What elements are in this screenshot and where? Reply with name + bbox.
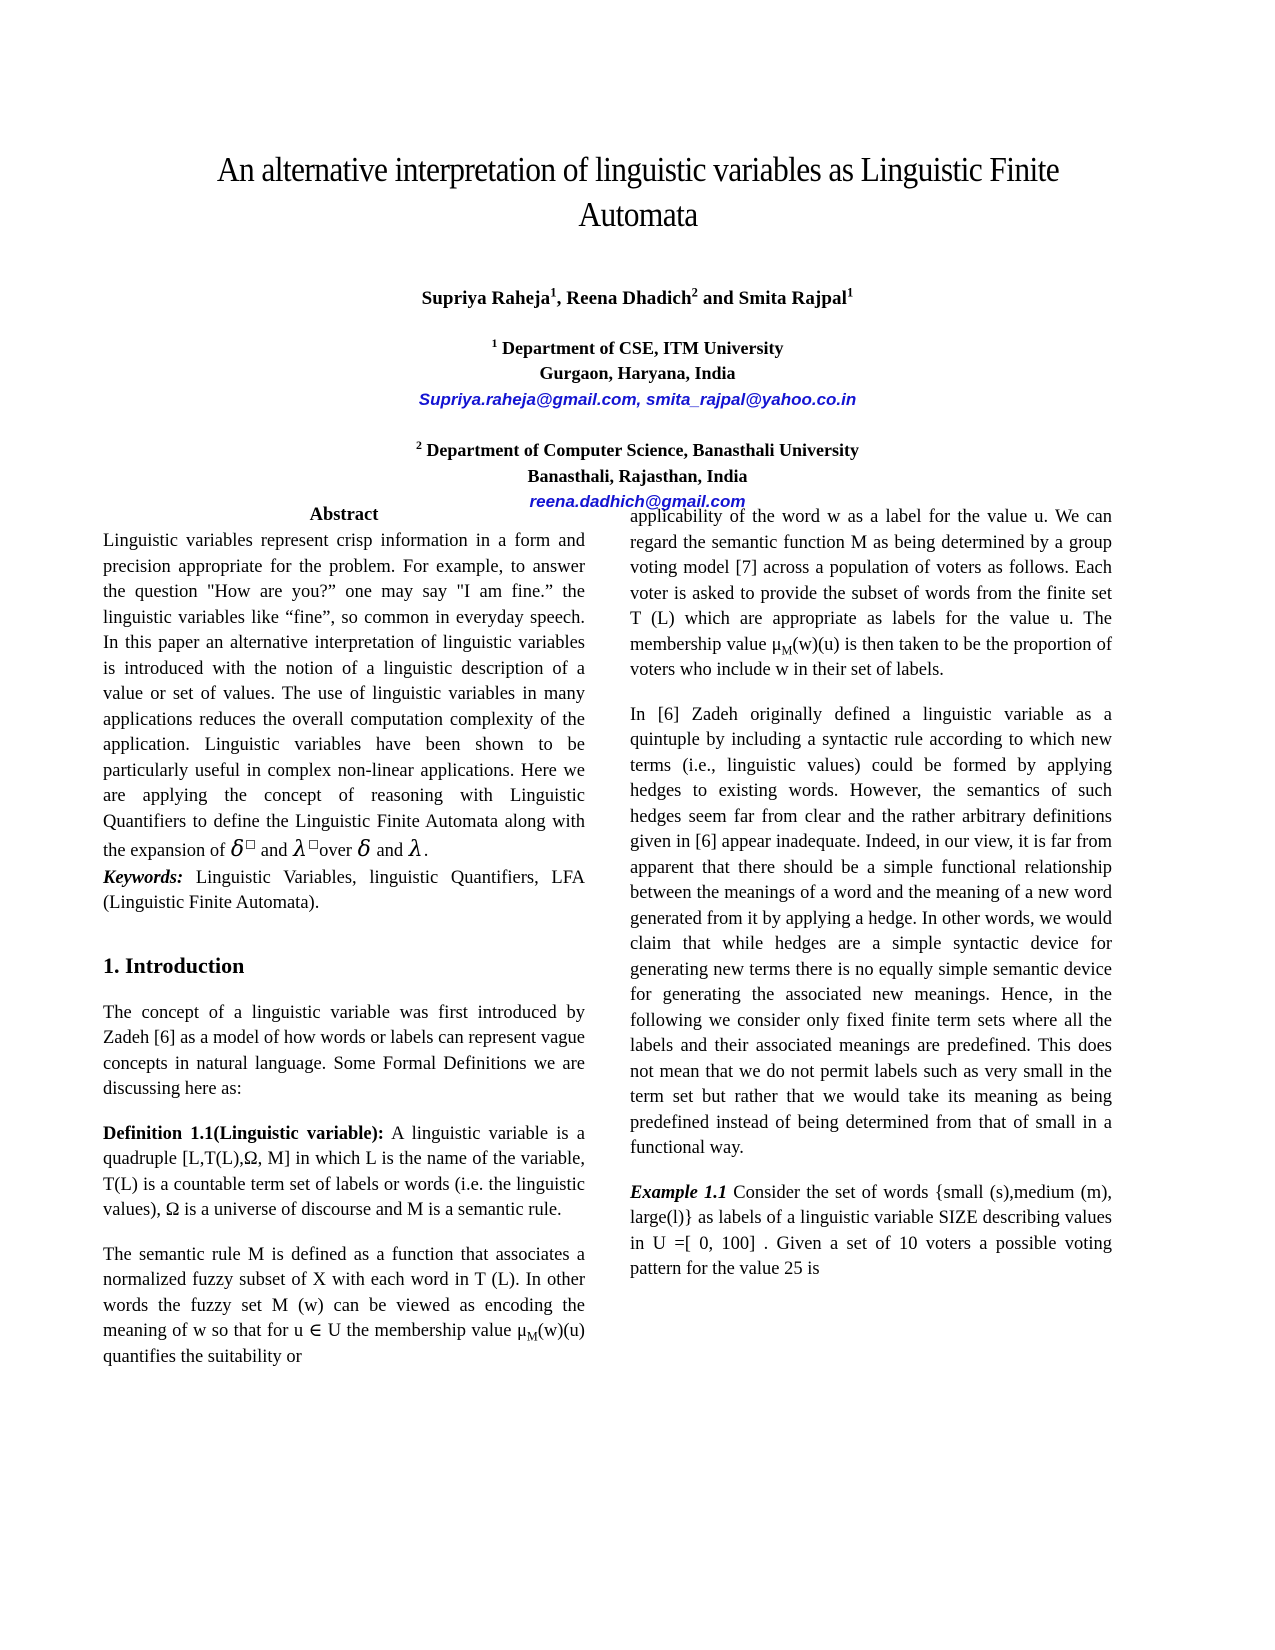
example-label: Example 1.1 <box>630 1182 728 1203</box>
left-column <box>103 505 585 1370</box>
author-name-1: Supriya Raheja <box>421 287 551 309</box>
affiliation-emails-1[interactable]: Supriya.raheja@gmail.com, smita_rajpal@yahoo.co.in <box>418 389 857 409</box>
right-paragraph-2: In [6] Zadeh originally defined a linguistic variable as a quintuple by including a syntactic rule according to which new terms (i.e., linguistic values) could be formed by applying hedges to existing words. However, the semantics of such hedges seem far from clear and the rather arbitrary definitions given in [6] appear inadequate. Indeed, in our view, it is far from apparent that there should be a simple functional relationship between the meanings of a word and the meaning of a new word generated from it by applying a hedge. In other words, we would claim that while hedges are a simple syntactic device for generating new terms there is no equally simple semantic device for generating the associated new meanings. Hence, in the following we consider only fixed finite term sets where all the labels and their associated meanings are predefined. This does not mean that we do not permit labels such as very small in the term set but rather that we would take its meaning as being predefined instead of being determined from that of small in a functional way. <box>630 704 1112 1159</box>
symbol-mu-subscript-right: M <box>781 643 793 658</box>
abstract-text-main: Linguistic variables represent crisp information in a form and precision appropriate for the problem. For example, to answer the question "How are you?” one may say "I am fine.” the linguistic variables like “fine”, so common in everyday speech. In this paper an alternative interpretation of linguistic variables is introduced with the notion of a linguistic description of a value or set of values. The use of linguistic variables in many applications reduces the overall computation complexity of the application. Linguistic variables have been shown to be particularly useful in complex non-linear applications. Here we are applying the concept of reasoning with Linguistic Quantifiers to define the Linguistic Finite Automata along with the expansion of <box>103 531 585 862</box>
missing-glyph-box-1 <box>246 840 255 849</box>
right-paragraph-1 <box>630 505 1112 684</box>
abstract-body <box>103 529 585 866</box>
abstract-text-5: . <box>423 841 429 862</box>
section-heading-introduction: 1. Introduction <box>103 952 245 978</box>
authors-block <box>0 285 1275 515</box>
title-block <box>143 0 1133 238</box>
symbol-delta-2: δ <box>357 837 371 863</box>
keywords-line <box>103 866 585 917</box>
semantic-rule-text-b: U the membership value <box>322 1321 517 1342</box>
abstract-text-2: and <box>256 841 293 862</box>
symbol-mu-right: μ <box>771 634 782 655</box>
affiliation-2 <box>0 438 1275 515</box>
author-sep-1: , <box>556 287 567 309</box>
author-line <box>0 285 1275 310</box>
example-text: Consider the set of words {small (s),medium (m), large(l)} as labels of a linguistic variable SIZE describing values in U =[ 0, 100] . Given a set of 10 voters a possible voting pattern for the value 25 is <box>630 1182 1112 1280</box>
definition-text-c: is a universe of discourse and M is a semantic rule. <box>179 1200 562 1221</box>
intro-paragraph-1: The concept of a linguistic variable was first introduced by Zadeh [6] as a model of how words or labels can represent vague concepts in natural language. Some Formal Definitions we are discussing here as: <box>103 1002 585 1100</box>
definition-label: Definition 1.1(Linguistic variable): <box>103 1123 384 1144</box>
author-sup-1: 1 <box>550 285 557 300</box>
author-sup-2: 2 <box>691 285 699 300</box>
keywords-text: Linguistic Variables, linguistic Quantifiers, LFA (Linguistic Finite Automata). <box>103 867 585 914</box>
page-title: An alternative interpretation of linguistic variables as Linguistic Finite Automata <box>216 150 1059 234</box>
right-text-1a: applicability of the word w as a label for the value u. We can regard the semantic function M as being determined by a group voting model [7] across a population of voters as follows. Each voter is asked to provide the subset of words from the finite set T (L) which are appropriate as labels for the value u. The membership value <box>630 507 1112 655</box>
affiliation-dept-text-1: Department of CSE, ITM University <box>497 337 784 358</box>
symbol-mu-subscript-left: M <box>526 1329 538 1344</box>
abstract-text-3: over <box>319 841 357 862</box>
symbol-omega-1: Ω <box>243 1149 258 1170</box>
symbol-delta-1: δ <box>230 837 245 863</box>
abstract-heading: Abstract <box>309 505 379 525</box>
body-columns <box>103 505 1113 1370</box>
keywords-label: Keywords: <box>103 867 184 888</box>
affiliation-1 <box>0 336 1275 413</box>
missing-glyph-box-2 <box>309 840 318 849</box>
definition-paragraph <box>103 1122 585 1224</box>
symbol-element-of: ∈ <box>308 1321 323 1342</box>
author-name-3: Smita Rajpal <box>738 287 848 309</box>
author-name-2: Reena Dhadich <box>566 287 692 309</box>
symbol-omega-2: Ω <box>165 1200 180 1221</box>
semantic-rule-text-a: The semantic rule M is defined as a function that associates a normalized fuzzy subset of X with each word in T (L). In other words the fuzzy set M (w) can be viewed as encoding the meaning of w so that for u <box>103 1244 585 1342</box>
semantic-rule-text-c: (w)(u) quantifies the suitability or <box>103 1321 585 1367</box>
affiliation-dept-1 <box>0 336 1275 362</box>
affiliation-marker-1: 1 <box>491 335 498 350</box>
right-text-1b: (w)(u) is then taken to be the proportion of voters who include w in their set of labels. <box>630 634 1112 681</box>
author-sep-2: and <box>698 287 739 309</box>
author-sup-3: 1 <box>847 285 854 300</box>
symbol-mu-left: μ <box>516 1321 527 1342</box>
abstract-text-4: and <box>371 841 408 862</box>
affiliation-city-2: Banasthali, Rajasthan, India <box>527 465 748 486</box>
definition-text-b: , M] in which L is the name of the variable, T(L) is a countable term set of labels or words (i.e. the linguistic values), <box>103 1149 586 1221</box>
definition-text-a: A linguistic variable is a quadruple [L,T(L), <box>103 1123 585 1170</box>
affiliation-emails-2[interactable]: reena.dadhich@gmail.com <box>529 492 746 512</box>
semantic-rule-paragraph <box>103 1243 585 1371</box>
affiliation-dept-text-2: Department of Computer Science, Banasthali University <box>421 440 860 461</box>
affiliation-city-1: Gurgaon, Haryana, India <box>539 363 736 384</box>
symbol-lambda-2: λ <box>408 837 423 863</box>
affiliation-dept-2 <box>0 438 1275 464</box>
symbol-lambda-1: λ <box>293 837 308 863</box>
right-column <box>630 505 1112 1370</box>
example-paragraph <box>630 1181 1112 1283</box>
affiliation-marker-2: 2 <box>415 438 422 453</box>
